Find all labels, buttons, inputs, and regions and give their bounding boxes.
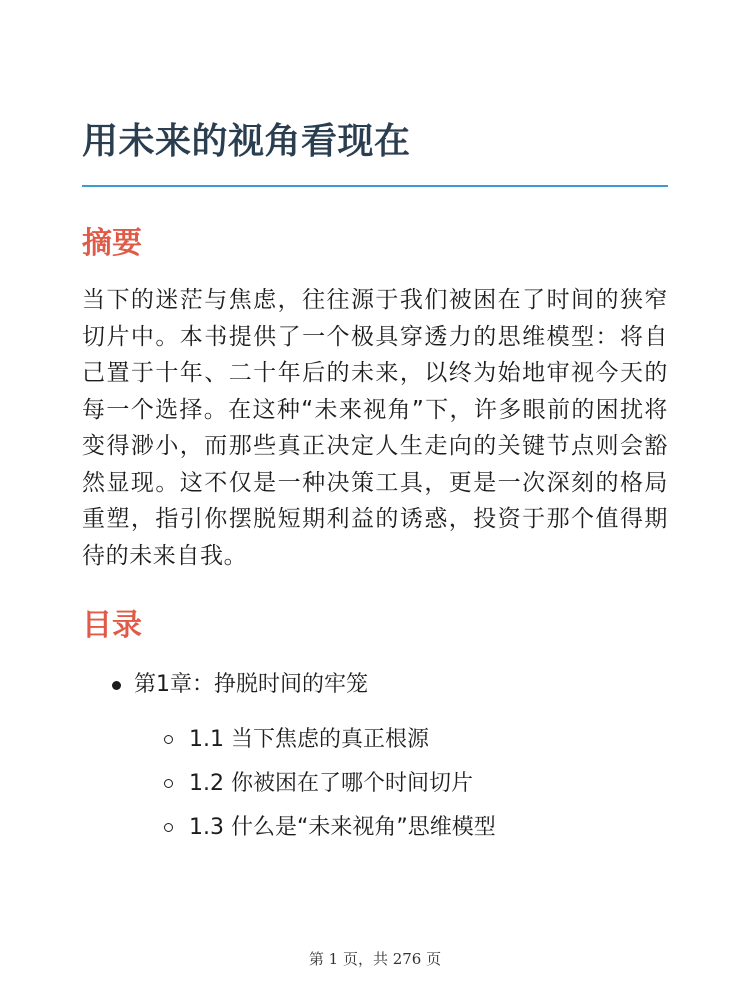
hollow-bullet-icon (164, 823, 173, 832)
toc-section-label: 1.3 什么是“未来视角”思维模型 (189, 815, 496, 840)
hollow-bullet-icon (164, 779, 173, 788)
toc-chapter-label: 第1章：挣脱时间的牢笼 (134, 672, 368, 697)
abstract-body: 当下的迷茫与焦虑，往往源于我们被困在了时间的狭窄切片中。本书提供了一个极具穿透力的思维模型：将自己置于十年、二十年后的未来，以终为始地审视今天的每一个选择。在这种“未来视角”下，许多眼前的困扰将变得渺小，而那些真正决定人生走向的关键节点则会豁然显现。这不仅是一种决策工具，更是一次深刻的格局重塑，指引你摆脱短期利益的诱惑，投资于那个值得期待的未来自我。 (82, 287, 668, 569)
bullet-icon (112, 681, 121, 690)
toc-section-item (82, 766, 668, 802)
toc-section-label: 1.1 当下焦虑的真正根源 (189, 727, 429, 752)
hollow-bullet-icon (164, 735, 173, 744)
table-of-contents (82, 668, 668, 846)
toc-heading: 目录 (82, 608, 142, 643)
toc-section-label: 1.2 你被困在了哪个时间切片 (189, 771, 473, 796)
toc-section-list (134, 722, 668, 846)
document-page (82, 118, 668, 854)
document-title: 用未来的视角看现在 (82, 121, 411, 162)
toc-section-item (82, 810, 668, 846)
title-divider (82, 185, 668, 187)
toc-section-item (82, 722, 668, 758)
abstract-heading: 摘要 (82, 226, 142, 261)
page-footer: 第 1 页，共 276 页 (308, 950, 442, 968)
toc-chapter (82, 668, 668, 846)
